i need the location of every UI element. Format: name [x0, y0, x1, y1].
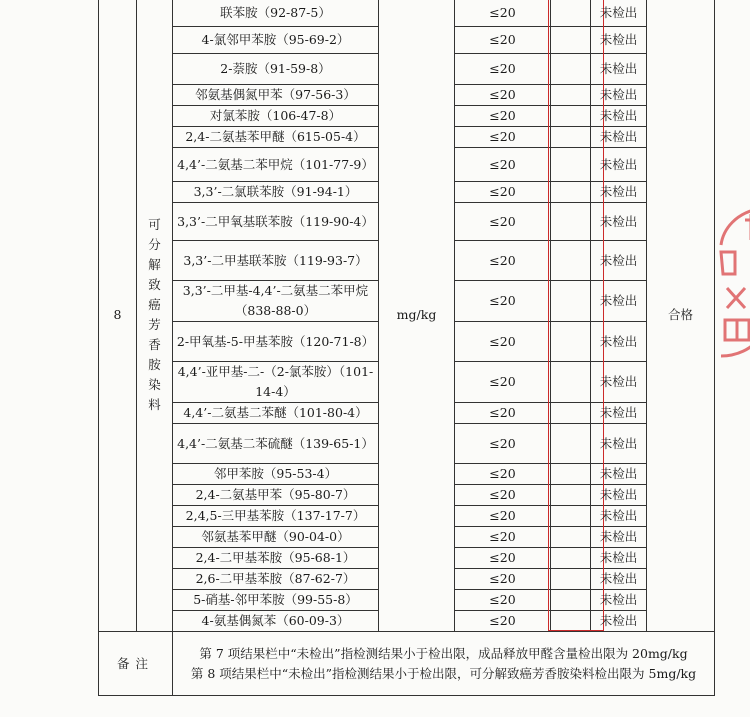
- note-line: 第 7 项结果栏中“未检出”指检测结果小于检出限，成品释放甲醛含量检出限为 20mg/kg: [199, 645, 688, 661]
- limit-value: ≤20: [455, 148, 551, 182]
- test-item: 2-甲氧基-5-甲基苯胺（120-71-8）: [173, 322, 379, 362]
- limit-value: ≤20: [455, 0, 551, 27]
- test-item: 对氯苯胺（106-47-8）: [173, 106, 379, 127]
- empty-cell: [551, 527, 591, 548]
- limit-value: ≤20: [455, 590, 551, 611]
- empty-cell: [551, 241, 591, 281]
- result-value: 未检出: [591, 611, 647, 632]
- limit-value: ≤20: [455, 464, 551, 485]
- empty-cell: [551, 362, 591, 403]
- result-value: 未检出: [591, 85, 647, 106]
- limit-value: ≤20: [455, 611, 551, 632]
- result-value: 未检出: [591, 485, 647, 506]
- result-value: 未检出: [591, 127, 647, 148]
- test-item: 5-硝基-邻甲苯胺（99-55-8）: [173, 590, 379, 611]
- result-value: 未检出: [591, 241, 647, 281]
- result-value: 未检出: [591, 464, 647, 485]
- limit-value: ≤20: [455, 182, 551, 203]
- result-value: 未检出: [591, 0, 647, 27]
- empty-cell: [551, 464, 591, 485]
- empty-cell: [551, 27, 591, 54]
- limit-value: ≤20: [455, 548, 551, 569]
- item-number: 8: [99, 0, 137, 632]
- limit-value: ≤20: [455, 424, 551, 464]
- result-value: 未检出: [591, 182, 647, 203]
- note-line: 第 8 项结果栏中“未检出”指检测结果小于检出限，可分解致癌芳香胺染料检出限为 5mg/kg: [190, 665, 697, 681]
- test-item: 2,4,5-三甲基苯胺（137-17-7）: [173, 506, 379, 527]
- result-value: 未检出: [591, 322, 647, 362]
- limit-value: ≤20: [455, 203, 551, 241]
- empty-cell: [551, 106, 591, 127]
- notes-row: [99, 632, 715, 696]
- test-item: 联苯胺（92-87-5）: [173, 0, 379, 27]
- result-value: 未检出: [591, 590, 647, 611]
- test-item: 4-氨基偶氮苯（60-09-3）: [173, 611, 379, 632]
- limit-value: ≤20: [455, 106, 551, 127]
- limit-value: ≤20: [455, 54, 551, 85]
- empty-cell: [551, 182, 591, 203]
- empty-cell: [551, 54, 591, 85]
- limit-value: ≤20: [455, 403, 551, 424]
- unit: mg/kg: [379, 0, 455, 632]
- table-body: [99, 0, 715, 696]
- empty-cell: [551, 203, 591, 241]
- notes-header: 备注: [99, 632, 173, 696]
- empty-cell: [551, 148, 591, 182]
- test-item: 3,3’-二氯联苯胺（91-94-1）: [173, 182, 379, 203]
- result-value: 未检出: [591, 362, 647, 403]
- empty-cell: [551, 506, 591, 527]
- notes-content: [173, 632, 715, 696]
- test-item: 3,3’-二甲氧基联苯胺（119-90-4）: [173, 203, 379, 241]
- test-item: 2,4-二氨基甲苯（95-80-7）: [173, 485, 379, 506]
- result-value: 未检出: [591, 106, 647, 127]
- test-item: 2,4-二氨基苯甲醚（615-05-4）: [173, 127, 379, 148]
- test-item: 3,3’-二甲基联苯胺（119-93-7）: [173, 241, 379, 281]
- result-value: 未检出: [591, 424, 647, 464]
- test-item: 邻甲苯胺（95-53-4）: [173, 464, 379, 485]
- limit-value: ≤20: [455, 569, 551, 590]
- test-item: 4-氯邻甲苯胺（95-69-2）: [173, 27, 379, 54]
- limit-value: ≤20: [455, 362, 551, 403]
- empty-cell: [551, 590, 591, 611]
- empty-cell: [551, 85, 591, 106]
- test-item: 2-萘胺（91-59-8）: [173, 54, 379, 85]
- limit-value: ≤20: [455, 527, 551, 548]
- limit-value: ≤20: [455, 85, 551, 106]
- result-value: 未检出: [591, 148, 647, 182]
- limit-value: ≤20: [455, 281, 551, 322]
- result-value: 未检出: [591, 27, 647, 54]
- test-item: 4,4’-二氨基二苯甲烷（101-77-9）: [173, 148, 379, 182]
- table-row: [99, 0, 715, 27]
- test-item: 4,4’-二氨基二苯醚（101-80-4）: [173, 403, 379, 424]
- empty-cell: [551, 322, 591, 362]
- test-item: 2,6-二甲基苯胺（87-62-7）: [173, 569, 379, 590]
- result-value: 未检出: [591, 54, 647, 85]
- test-item: 4,4’-二氨基二苯硫醚（139-65-1）: [173, 424, 379, 464]
- test-item: 邻氨基苯甲醚（90-04-0）: [173, 527, 379, 548]
- result-value: 未检出: [591, 203, 647, 241]
- result-value: 未检出: [591, 569, 647, 590]
- limit-value: ≤20: [455, 241, 551, 281]
- test-results-table: [98, 0, 715, 696]
- empty-cell: [551, 0, 591, 27]
- empty-cell: [551, 569, 591, 590]
- limit-value: ≤20: [455, 506, 551, 527]
- limit-value: ≤20: [455, 322, 551, 362]
- empty-cell: [551, 424, 591, 464]
- result-value: 未检出: [591, 403, 647, 424]
- limit-value: ≤20: [455, 27, 551, 54]
- empty-cell: [551, 548, 591, 569]
- empty-cell: [551, 281, 591, 322]
- empty-cell: [551, 403, 591, 424]
- limit-value: ≤20: [455, 485, 551, 506]
- test-item: 4,4’-亚甲基-二-（2-氯苯胺）（101-14-4）: [173, 362, 379, 403]
- test-item: 2,4-二甲基苯胺（95-68-1）: [173, 548, 379, 569]
- empty-cell: [551, 127, 591, 148]
- test-item: 邻氨基偶氮甲苯（97-56-3）: [173, 85, 379, 106]
- test-item: 3,3’-二甲基-4,4’-二氨基二苯甲烷（838-88-0）: [173, 281, 379, 322]
- empty-cell: [551, 485, 591, 506]
- limit-value: ≤20: [455, 127, 551, 148]
- result-value: 未检出: [591, 506, 647, 527]
- judgement: 合格: [647, 0, 715, 632]
- empty-cell: [551, 611, 591, 632]
- category-label: 可分解致癌芳香胺染料: [137, 0, 173, 632]
- result-value: 未检出: [591, 548, 647, 569]
- result-value: 未检出: [591, 527, 647, 548]
- result-value: 未检出: [591, 281, 647, 322]
